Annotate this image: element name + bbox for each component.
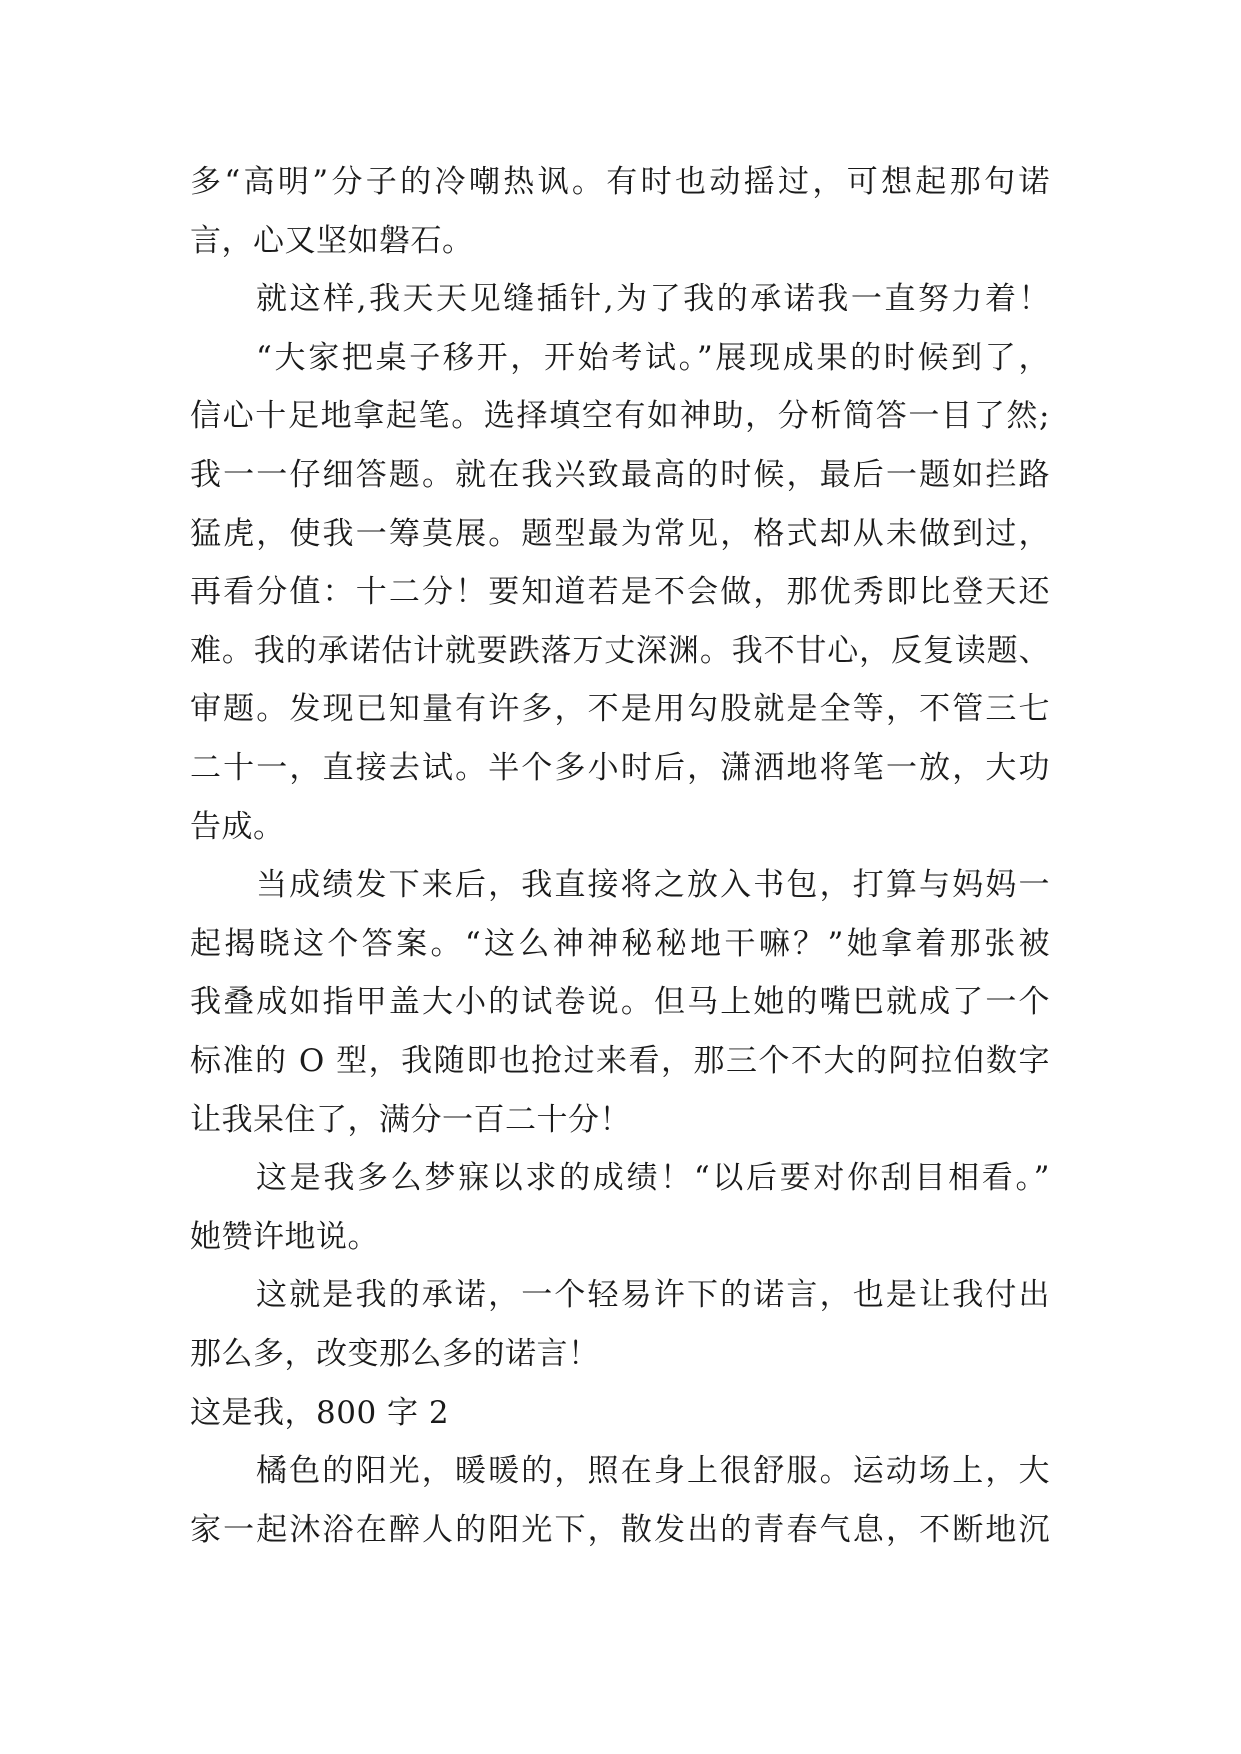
text-line: 再看分值：十二分！要知道若是不会做，那优秀即比登天还 (190, 574, 1050, 611)
text-line: 标准的 O 型，我随即也抢过来看，那三个不大的阿拉伯数字 (190, 1043, 1050, 1079)
text-line: 橘色的阳光，暖暖的，照在身上很舒服。运动场上，大 (256, 1453, 1050, 1490)
text-line: 审题。发现已知量有许多，不是用勾股就是全等，不管三七 (190, 691, 1050, 728)
text-line: 难。我的承诺估计就要跌落万丈深渊。我不甘心，反复读题、 (190, 632, 1050, 669)
text-line: 起揭晓这个答案。“这么神神秘秘地干嘛？”她拿着那张被 (190, 925, 1050, 962)
text-line: 言，心又坚如磐石。 (190, 222, 474, 259)
text-line: 我叠成如指甲盖大小的试卷说。但马上她的嘴巴就成了一个 (190, 984, 1050, 1021)
text-line: 信心十足地拿起笔。选择填空有如神助，分析简答一目了然; (190, 398, 1050, 435)
text-line: 二十一，直接去试。半个多小时后，潇洒地将笔一放，大功 (190, 750, 1050, 786)
text-line: 让我呆住了，满分一百二十分！ (190, 1101, 631, 1138)
text-line: 告成。 (190, 808, 285, 845)
text-line: 多“高明”分子的冷嘲热讽。有时也动摇过，可想起那句诺 (190, 164, 1050, 200)
section-heading: 这是我，800 字 2 (190, 1394, 450, 1431)
text-line: “大家把桌子移开，开始考试。”展现成果的时候到了， (256, 339, 1050, 376)
text-line: 这是我多么梦寐以求的成绩！“以后要对你刮目相看。” (256, 1160, 1050, 1197)
text-line: 猛虎，使我一筹莫展。题型最为常见，格式却从未做到过， (190, 515, 1050, 552)
text-line: 当成绩发下来后，我直接将之放入书包，打算与妈妈一 (256, 867, 1050, 904)
text-line: 这就是我的承诺，一个轻易许下的诺言，也是让我付出 (256, 1277, 1050, 1314)
text-line: 我一一仔细答题。就在我兴致最高的时候，最后一题如拦路 (190, 457, 1050, 493)
text-line: 家一起沐浴在醉人的阳光下，散发出的青春气息，不断地沉 (190, 1511, 1050, 1548)
text-line: 她赞许地说。 (190, 1218, 379, 1255)
text-line: 那么多，改变那么多的诺言！ (190, 1336, 600, 1372)
text-line: 就这样,我天天见缝插针,为了我的承诺我一直努力着！ (256, 281, 1050, 318)
